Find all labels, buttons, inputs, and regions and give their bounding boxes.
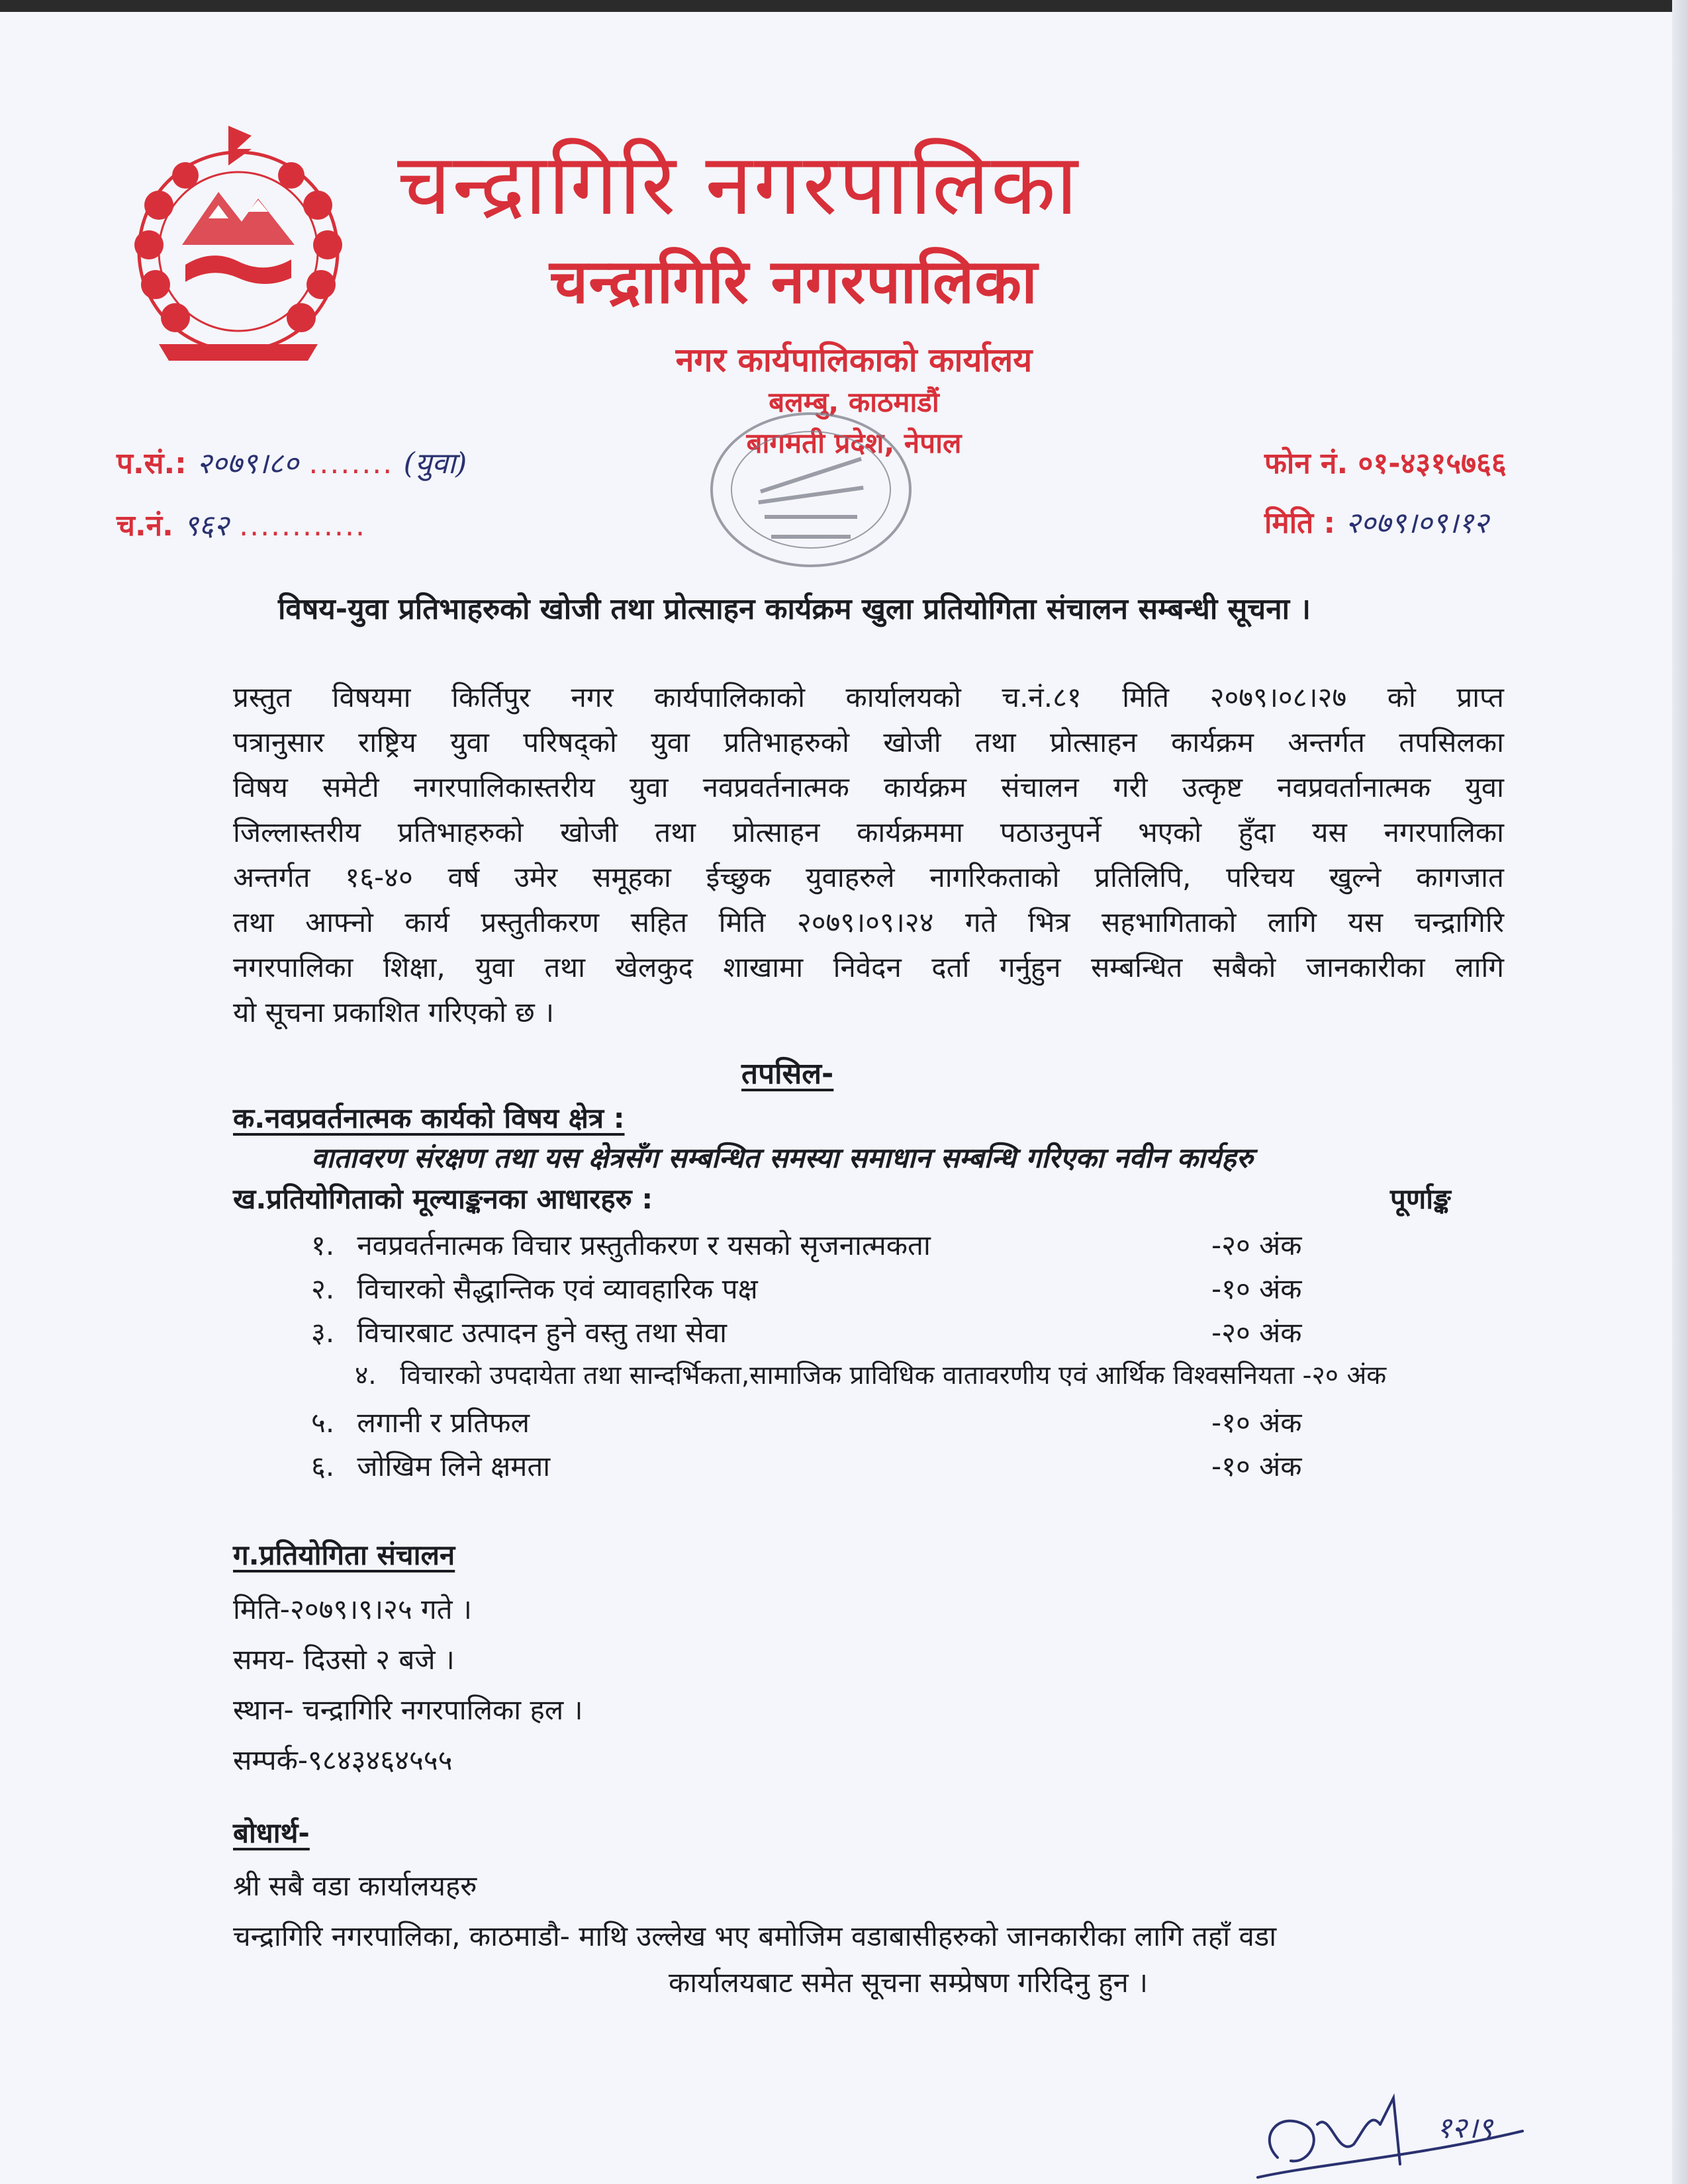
- letter-subject: विषय-युवा प्रतिभाहरुको खोजी तथा प्रोत्साहन कार्यक्रम खुला प्रतियोगिता संचालन सम्बन्धी सूचना ।: [278, 592, 1311, 626]
- intro-line: यो सूचना प्रकाशित गरिएको छ ।: [233, 996, 555, 1028]
- criteria-text: विचारको सैद्धान्तिक एवं व्यावहारिक पक्ष: [357, 1273, 758, 1305]
- intro-line: अन्तर्गत १६-४० वर्ष उमेर समूहका ईच्छुक युवाहरुले नागरिकताको प्रतिलिपि, परिचय खुल्ने कागजात: [233, 861, 1504, 893]
- office-address-line-2: बागमती प्रदेश, नेपाल: [746, 427, 962, 459]
- criteria-text: विचारको उपदायेता तथा सान्दर्भिकता,सामाजिक प्राविधिक वातावरणीय एवं आर्थिक विश्वसनियता -२० अंक: [400, 1361, 1387, 1390]
- criteria-row: [311, 1313, 727, 1353]
- intro-line: तथा आफ्नो कार्य प्रस्तुतीकरण सहित मिति २०७९।०९।२४ गते भित्र सहभागिताको लागि यस चन्द्रागिरि: [233, 906, 1504, 938]
- dispatch-value: ९६२: [183, 509, 229, 543]
- criteria-row: [311, 1226, 931, 1265]
- letter-date: [1264, 502, 1489, 541]
- phone-value: ०१-४३१५७६६: [1358, 447, 1507, 480]
- criteria-text: लगानी र प्रतिफल: [357, 1406, 530, 1439]
- criteria-text: जोखिम लिने क्षमता: [357, 1450, 551, 1482]
- criteria-row: [311, 1447, 550, 1486]
- criteria-number: १.: [311, 1229, 335, 1261]
- cc-line-3: कार्यालयबाट समेत सूचना सम्प्रेषण गरिदिनु हुन ।: [669, 1966, 1149, 1999]
- full-marks-header: पूर्णाङ्क: [1390, 1183, 1451, 1215]
- section-c-heading: ग.प्रतियोगिता संचालन: [233, 1539, 455, 1571]
- criteria-text: विचारबाट उत्पादन हुने वस्तु तथा सेवा: [357, 1316, 727, 1349]
- criteria-number: ५.: [311, 1406, 335, 1439]
- page-right-edge: [1672, 0, 1688, 2184]
- org-title: चन्द्रागिरि नगरपालिका: [397, 136, 1080, 234]
- nepal-emblem-icon: [119, 113, 357, 377]
- handwritten-signature-icon: [1238, 2085, 1556, 2184]
- page-top-edge: [0, 0, 1688, 12]
- criteria-marks: -१० अंक: [1211, 1273, 1302, 1305]
- phone-label: फोन नं.: [1264, 447, 1348, 480]
- intro-line: विषय समेटी नगरपालिकास्तरीय युवा नवप्रवर्तनात्मक कार्यक्रम संचालन गरी उत्कृष्ट नवप्रवर्तानात्मक युवा: [233, 771, 1504, 803]
- criteria-row: [355, 1357, 1386, 1396]
- event-date: मिति-२०७९।९।२५ गते ।: [233, 1593, 472, 1625]
- intro-line: जिल्लास्तरीय प्रतिभाहरुको खोजी तथा प्रोत्साहन कार्यक्रममा पठाउनुपर्ने भएको हुँदा यस नगरपालिका: [233, 816, 1504, 848]
- office-address-line-1: बलम्बु, काठमाडौं: [769, 386, 939, 418]
- reference-note: (युवा): [403, 447, 467, 480]
- section-a-heading: क.नवप्रवर्तनात्मक कार्यको विषय क्षेत्र :: [233, 1102, 625, 1134]
- criteria-marks: -१० अंक: [1211, 1450, 1302, 1482]
- intro-line: प्रस्तुत विषयमा किर्तिपुर नगर कार्यपालिकाको कार्यालयको च.नं.८१ मिति २०७९।०८।२७ को प्राप्त: [233, 681, 1504, 713]
- criteria-row: [311, 1403, 530, 1443]
- criteria-number: ३.: [311, 1316, 335, 1349]
- office-stamp-icon: [702, 404, 920, 576]
- annex-title: तपसिल-: [741, 1057, 834, 1091]
- section-a-body: वातावरण संरक्षण तथा यस क्षेत्रसँग सम्बन्धित समस्या समाधान सम्बन्धि गरिएका नवीन कार्यहरु: [311, 1142, 1253, 1174]
- criteria-marks: -१० अंक: [1211, 1406, 1302, 1439]
- reference-value: २०७९।८०: [197, 447, 299, 480]
- phone-number: [1264, 442, 1507, 482]
- intro-paragraph: [233, 675, 1504, 1035]
- date-value: २०७९।०९।१२: [1345, 506, 1489, 540]
- cc-line-1: श्री सबै वडा कार्यालयहरु: [233, 1870, 477, 1902]
- org-title-alt-script: चन्द्रागिरि नगरपालिका: [549, 246, 1038, 317]
- cc-heading: बोधार्थ-: [233, 1817, 310, 1849]
- criteria-number: ६.: [311, 1450, 335, 1482]
- criteria-row: [311, 1269, 758, 1309]
- dispatch-label: च.नं.: [117, 509, 173, 543]
- section-b-heading: ख.प्रतियोगिताको मूल्याङ्कनका आधारहरु :: [233, 1183, 653, 1215]
- reference-number: प.सं.: २०७९।८० ........ (युवा): [117, 447, 467, 480]
- criteria-text: नवप्रवर्तनात्मक विचार प्रस्तुतीकरण र यसको सृजनात्मकता: [357, 1229, 931, 1261]
- signature-note: १२।९: [1436, 2111, 1493, 2145]
- criteria-number: २.: [311, 1273, 335, 1305]
- cc-line-2: चन्द्रागिरि नगरपालिका, काठमाडौ- माथि उल्लेख भए बमोजिम वडाबासीहरुको जानकारीका लागि तहाँ वडा: [233, 1920, 1277, 1952]
- criteria-number: ४.: [355, 1361, 377, 1390]
- office-name: नगर कार्यपालिकाको कार्यालय: [675, 341, 1033, 379]
- criteria-marks: -२० अंक: [1211, 1316, 1302, 1349]
- dispatch-number: च.नं. ९६२ ............: [117, 509, 366, 543]
- reference-label: प.सं.:: [117, 447, 187, 480]
- criteria-marks: -२० अंक: [1211, 1229, 1302, 1261]
- date-label: मिति :: [1264, 506, 1336, 540]
- event-time: समय- दिउसो २ बजे ।: [233, 1643, 455, 1676]
- event-contact: सम्पर्क-९८४३४६४५५५: [233, 1744, 453, 1776]
- event-venue: स्थान- चन्द्रागिरि नगरपालिका हल ।: [233, 1694, 583, 1726]
- intro-line: नगरपालिका शिक्षा, युवा तथा खेलकुद शाखामा निवेदन दर्ता गर्नुहुन सम्बन्धित सबैको जानकारीका लागि: [233, 951, 1504, 983]
- intro-line: पत्रानुसार राष्ट्रिय युवा परिषद्को युवा प्रतिभाहरुको खोजी तथा प्रोत्साहन कार्यक्रम अन्तर्गत तपसिलका: [233, 726, 1504, 758]
